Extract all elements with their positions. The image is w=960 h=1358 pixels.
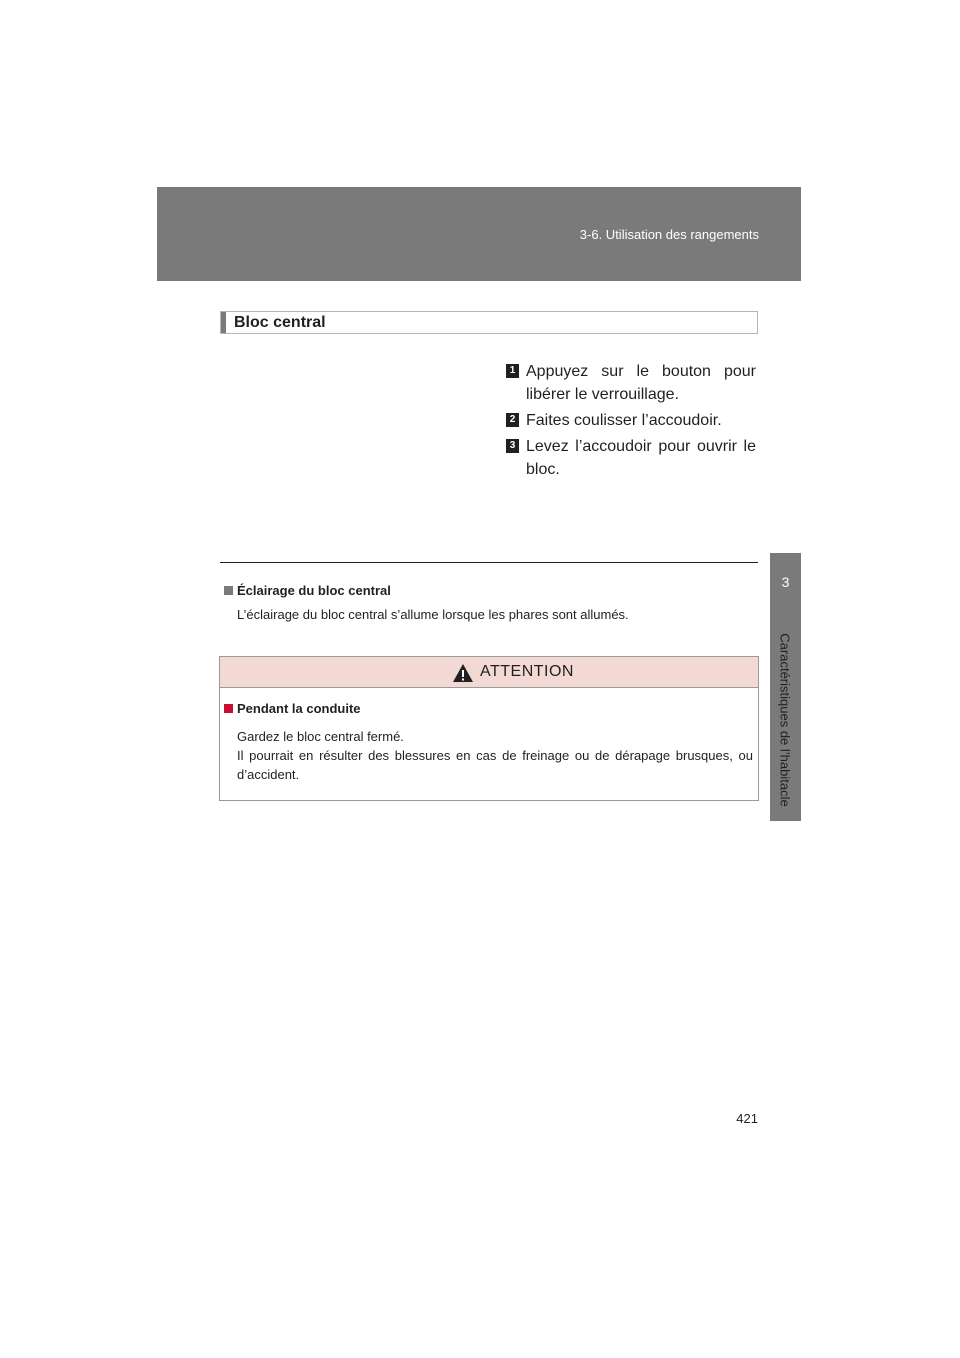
step-number-badge: 3 [506, 439, 519, 453]
header-band [157, 187, 801, 281]
section-title-bar [221, 312, 226, 333]
step-item [506, 409, 756, 432]
step-item [506, 435, 756, 481]
steps-list [506, 360, 756, 484]
step-item [506, 360, 756, 406]
section-title-text: Bloc central [234, 314, 326, 331]
section-title: 3-6. Utilisation des rangements [579, 227, 759, 242]
step-text: Faites coulisser l’accoudoir. [526, 412, 722, 429]
page-number: 421 [736, 1111, 758, 1126]
note-heading-text: Éclairage du bloc central [237, 583, 391, 598]
step-text: Appuyez sur le bouton pour libérer le verrouillage. [526, 363, 756, 403]
bullet-square-icon [224, 704, 233, 713]
warning-header [220, 657, 758, 688]
note-heading [224, 583, 391, 598]
chapter-label: Caractéristiques de l’habitacle [777, 633, 793, 807]
warning-label: ATTENTION [480, 663, 574, 680]
divider [220, 562, 758, 563]
bullet-square-icon [224, 586, 233, 595]
warning-triangle-icon [452, 663, 474, 683]
warning-subheading [224, 701, 361, 716]
note-text: L’éclairage du bloc central s’allume lorsque les phares sont allumés. [237, 607, 629, 622]
step-text: Levez l’accoudoir pour ouvrir le bloc. [526, 438, 756, 478]
section-title-box [220, 311, 758, 334]
step-number-badge: 2 [506, 413, 519, 427]
chapter-number: 3 [781, 574, 790, 590]
step-number-badge: 1 [506, 364, 519, 378]
warning-line: Il pourrait en résulter des blessures en cas de freinage ou de dérapage brusques, ou d’accident. [237, 748, 753, 782]
warning-body [237, 727, 753, 784]
warning-line: Gardez le bloc central fermé. [237, 729, 404, 744]
warning-box [219, 656, 759, 801]
warning-subheading-text: Pendant la conduite [237, 701, 361, 716]
